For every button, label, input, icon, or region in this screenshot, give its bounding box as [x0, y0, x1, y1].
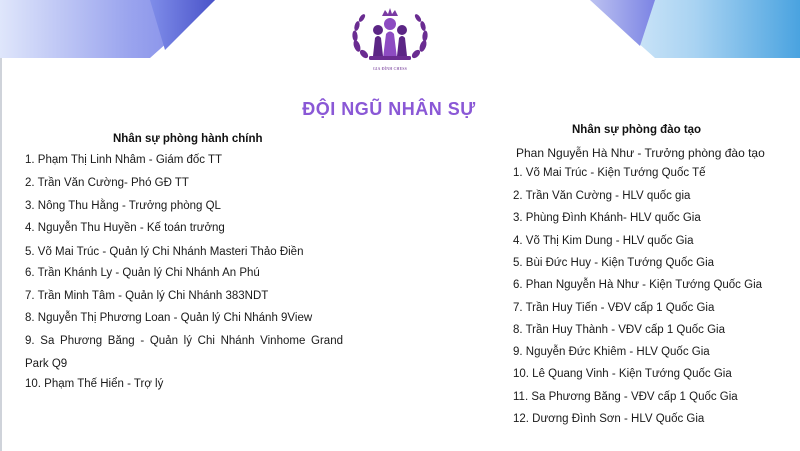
list-item: 1. Phạm Thị Linh Nhâm - Giám đốc TT	[25, 154, 223, 166]
list-item: 3. Phùng Đình Khánh- HLV quốc Gia	[513, 212, 701, 224]
list-item: 7. Trần Minh Tâm - Quản lý Chi Nhánh 383NDT	[25, 290, 269, 302]
list-item: 2. Trần Văn Cường- Phó GĐ TT	[25, 177, 189, 189]
corner-decoration-right	[570, 0, 800, 60]
admin-section-heading: Nhân sự phòng hành chính	[113, 133, 263, 145]
list-item: 5. Bùi Đức Huy - Kiện Tướng Quốc Gia	[513, 257, 715, 269]
list-item: 7. Trần Huy Tiến - VĐV cấp 1 Quốc Gia	[513, 302, 715, 314]
list-item: 6. Phan Nguyễn Hà Như - Kiện Tướng Quốc Gia	[513, 279, 763, 291]
list-item: 8. Trần Huy Thành - VĐV cấp 1 Quốc Gia	[513, 324, 726, 336]
list-item: 6. Trần Khánh Ly - Quản lý Chi Nhánh An Phú	[25, 267, 260, 279]
list-item: 8. Nguyễn Thị Phương Loan - Quản lý Chi Nhánh 9View	[25, 312, 313, 324]
logo-text: GIA ĐÌNH CHESS	[372, 66, 408, 71]
training-lead: Phan Nguyễn Hà Như - Trưởng phòng đào tạo	[516, 146, 765, 160]
page-title: ĐỘI NGŨ NHÂN SỰ	[302, 99, 476, 119]
corner-decoration-left	[0, 0, 220, 60]
list-item: 4. Võ Thị Kim Dung - HLV quốc Gia	[513, 235, 694, 247]
list-item: 3. Nông Thu Hằng - Trưởng phòng QL	[25, 200, 221, 212]
list-item: 12. Dương Đình Sơn - HLV Quốc Gia	[513, 413, 705, 425]
list-item: 9. Nguyễn Đức Khiêm - HLV Quốc Gia	[513, 346, 710, 358]
list-item: 4. Nguyễn Thu Huyền - Kế toán trưởng	[25, 222, 225, 234]
list-item: 5. Võ Mai Trúc - Quản lý Chi Nhánh Masteri Thảo Điền	[25, 246, 304, 258]
list-item: 9. Sa Phương Băng - Quản lý Chi Nhánh Vinhome Grand Park Q9	[25, 335, 343, 370]
list-item: 11. Sa Phương Băng - VĐV cấp 1 Quốc Gia	[513, 391, 738, 403]
list-item: 2. Trần Văn Cường - HLV quốc gia	[513, 190, 691, 202]
slide-left-border	[0, 0, 2, 451]
training-section-heading: Nhân sự phòng đào tạo	[572, 124, 702, 136]
chess-logo	[349, 6, 431, 76]
list-item: 10. Phạm Thế Hiển - Trợ lý	[25, 378, 164, 390]
list-item: 10. Lê Quang Vinh - Kiện Tướng Quốc Gia	[513, 368, 732, 380]
chess-pieces-icon	[349, 6, 431, 68]
list-item: 1. Võ Mai Trúc - Kiện Tướng Quốc Tế	[513, 167, 706, 179]
